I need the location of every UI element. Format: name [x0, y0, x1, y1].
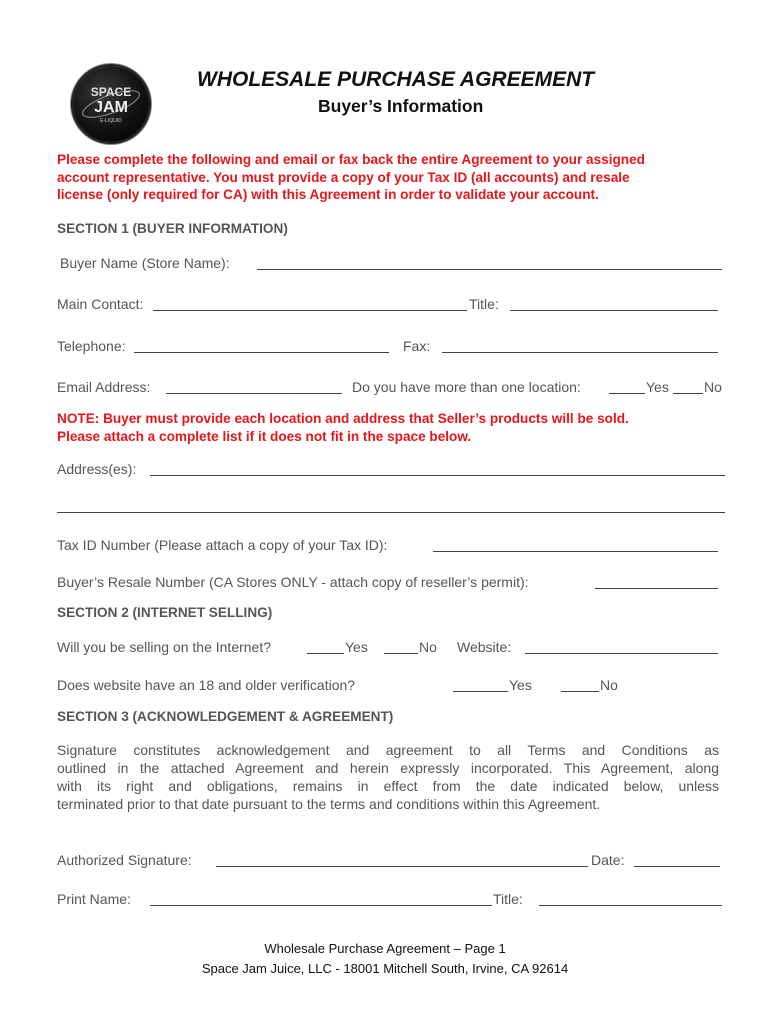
title-label: Title:: [469, 296, 499, 312]
acknowledgement-line: outlined in the attached Agreement and herein expressly incorporated. This Agreement, along: [57, 760, 719, 776]
acknowledgement-line: Signature constitutes acknowledgement and agreement to all Terms and Conditions as: [57, 742, 719, 758]
multi-location-label: Do you have more than one location:: [352, 379, 581, 395]
signer-title-field[interactable]: [539, 891, 722, 906]
internet-selling-label: Will you be selling on the Internet?: [57, 639, 272, 655]
resale-number-field[interactable]: [595, 574, 718, 589]
section-1-heading: SECTION 1 (BUYER INFORMATION): [57, 221, 288, 236]
signer-title-label: Title:: [493, 891, 523, 907]
section-3-heading: SECTION 3 (ACKNOWLEDGEMENT & AGREEMENT): [57, 709, 394, 724]
date-field[interactable]: [634, 852, 720, 867]
multi-location-yes-label: Yes: [646, 379, 669, 395]
instructions-line: Please complete the following and email or fax back the entire Agreement to your assigned: [57, 152, 645, 167]
email-field[interactable]: [166, 379, 342, 394]
buyer-name-label: Buyer Name (Store Name):: [60, 255, 230, 271]
document-title: WHOLESALE PURCHASE AGREEMENT: [197, 68, 595, 91]
addresses-field-1[interactable]: [150, 461, 725, 476]
print-name-field[interactable]: [150, 891, 492, 906]
instructions-line: account representative. You must provide a copy of your Tax ID (all accounts) and resale: [57, 169, 630, 185]
date-label: Date:: [591, 852, 625, 868]
instructions-line: license (only required for CA) with this Agreement in order to validate your account.: [57, 187, 599, 202]
internet-selling-no-field[interactable]: [384, 639, 418, 654]
footer-company-address: Space Jam Juice, LLC - 18001 Mitchell South, Irvine, CA 92614: [201, 961, 569, 976]
main-contact-field[interactable]: [153, 296, 467, 311]
multi-location-no-field[interactable]: [673, 379, 703, 394]
internet-selling-no-label: No: [419, 639, 437, 655]
telephone-label: Telephone:: [57, 338, 126, 354]
tax-id-label: Tax ID Number (Please attach a copy of your Tax ID):: [57, 537, 388, 553]
acknowledgement-line: with its right and obligations, remains in effect from the date indicated below, unless: [57, 778, 719, 794]
logo-graphic: [73, 66, 149, 142]
logo-line-1: SPACE: [90, 85, 132, 99]
internet-selling-yes-label: Yes: [345, 639, 368, 655]
title-field[interactable]: [510, 296, 718, 311]
fax-field[interactable]: [442, 338, 718, 353]
age-verification-yes-label: Yes: [509, 677, 532, 693]
website-field[interactable]: [525, 639, 718, 654]
acknowledgement-text: [57, 741, 719, 813]
resale-number-label: Buyer’s Resale Number (CA Stores ONLY - attach copy of reseller’s permit):: [57, 574, 529, 590]
age-verification-yes-field[interactable]: [453, 677, 508, 692]
document-subtitle: Buyer’s Information: [318, 96, 484, 116]
signature-label: Authorized Signature:: [57, 852, 192, 868]
email-label: Email Address:: [57, 379, 151, 395]
acknowledgement-line: terminated prior to that date pursuant to the terms and conditions within this Agreement.: [57, 796, 601, 812]
buyer-name-field[interactable]: [257, 255, 722, 270]
multi-location-no-label: No: [704, 379, 722, 395]
instructions: [57, 151, 737, 204]
note-line: Please attach a complete list if it does not fit in the space below.: [57, 428, 472, 444]
print-name-label: Print Name:: [57, 891, 131, 907]
section-2-heading: SECTION 2 (INTERNET SELLING): [57, 605, 273, 620]
tax-id-field[interactable]: [433, 537, 718, 552]
main-contact-label: Main Contact:: [57, 296, 144, 312]
website-label: Website:: [457, 639, 512, 655]
note-line: NOTE: Buyer must provide each location and address that Seller’s products will be sold.: [57, 411, 629, 426]
multi-location-yes-field[interactable]: [609, 379, 645, 394]
telephone-field[interactable]: [134, 338, 389, 353]
signature-field[interactable]: [216, 852, 588, 867]
internet-selling-yes-field[interactable]: [307, 639, 344, 654]
addresses-label: Address(es):: [57, 461, 137, 477]
logo-line-2: JAM: [94, 99, 128, 116]
age-verification-no-field[interactable]: [561, 677, 599, 692]
addresses-field-2[interactable]: [57, 512, 725, 513]
space-jam-logo: [73, 66, 149, 142]
footer-page-label: Wholesale Purchase Agreement – Page 1: [264, 941, 506, 956]
logo-line-3: E-LIQUID: [100, 118, 122, 124]
note: [57, 410, 629, 445]
age-verification-label: Does website have an 18 and older verification?: [57, 677, 356, 693]
fax-label: Fax:: [403, 338, 431, 354]
age-verification-no-label: No: [600, 677, 618, 693]
